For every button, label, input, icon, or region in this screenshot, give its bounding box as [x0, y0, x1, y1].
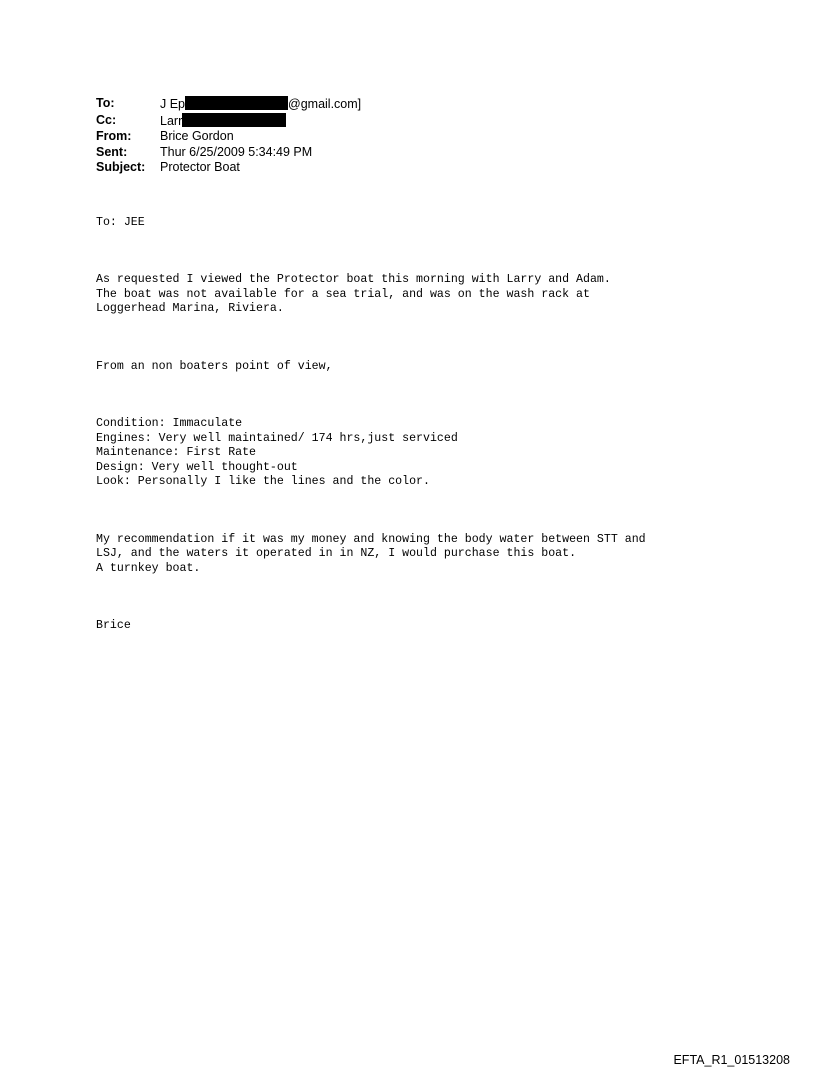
sent-value: Thur 6/25/2009 5:34:49 PM — [160, 144, 313, 159]
sent-label: Sent: — [96, 144, 128, 159]
cc-row — [96, 113, 361, 130]
sent-row — [96, 145, 361, 161]
signature: Brice — [96, 619, 131, 633]
document-id: EFTA_R1_01513208 — [673, 1053, 790, 1067]
subject-value: Protector Boat — [160, 160, 240, 174]
body-paragraph-1: As requested I viewed the Protector boat this morning with Larry and Adam. The boat was not available for a sea trial, and was on the wash rack at Loggerhead Marina, Riviera. — [96, 273, 611, 316]
to-redaction — [185, 96, 288, 110]
cc-value-text: Larr — [160, 113, 183, 128]
cc-redaction — [182, 113, 286, 127]
to-row — [96, 96, 361, 113]
to-value — [160, 96, 361, 113]
from-row — [96, 129, 361, 145]
from-value: Brice Gordon — [160, 129, 234, 143]
cc-value — [160, 113, 286, 130]
subject-row — [96, 160, 361, 176]
body-paragraph-2: From an non boaters point of view, — [96, 359, 333, 373]
to-value-suffix: @gmail.com] — [288, 97, 362, 111]
to-label: To: — [96, 96, 115, 110]
subject-label: Subject: — [96, 160, 146, 174]
from-label: From: — [96, 129, 132, 143]
email-body — [96, 187, 646, 662]
to-value-prefix: J Ep — [160, 97, 186, 111]
assessment-list: Condition: Immaculate Engines: Very well maintained/ 174 hrs,just serviced Maintenance: First Rate Design: Very well thought-out Look: Personally I like the lines and the color. — [96, 417, 458, 489]
email-header — [96, 96, 361, 176]
recommendation-paragraph: My recommendation if it was my money and knowing the body water between STT and LSJ, and the waters it operated in in NZ, I would purchase this boat. A turnkey boat. — [96, 532, 646, 575]
greeting: To: JEE — [96, 215, 145, 229]
cc-label: Cc: — [96, 112, 117, 127]
